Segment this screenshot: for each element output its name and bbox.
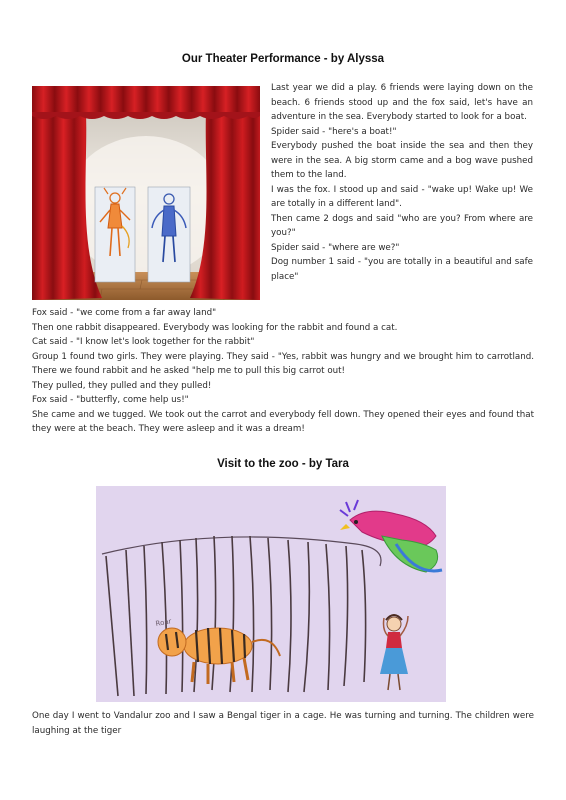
theater-story-side (271, 81, 533, 284)
story-paragraph: Last year we did a play. 6 friends were laying down on the beach. 6 friends stood up and the fox said, let's have an adventure in the sea. Everybody started to look for a boat. (271, 83, 533, 122)
zoo-drawing (96, 486, 446, 702)
story-paragraph: Then came 2 dogs and said "who are you? From where are you?" (271, 213, 533, 238)
theater-title: Our Theater Performance - by Alyssa (181, 53, 385, 65)
story-paragraph: She came and we tugged. We took out the carrot and everybody fell down. They opened their eyes and found that they were at the beach. They were asleep and it was a dream! (32, 409, 534, 434)
story-paragraph: Group 1 found two girls. They were playing. They said - "Yes, rabbit was hungry and we brought him to carrotland. There we found rabbit and he asked "help me to pull this big carrot out! (32, 351, 534, 376)
zoo-story (32, 709, 534, 738)
story-paragraph: Cat said - "I know let's look together for the rabbit" (32, 337, 255, 347)
zoo-title: Visit to the zoo - by Tara (217, 458, 349, 470)
story-paragraph: Fox said - "butterfly, come help us!" (32, 395, 189, 405)
story-paragraph: Dog number 1 said - "you are totally in a beautiful and safe place" (271, 257, 533, 282)
story-paragraph: One day I went to Vandalur zoo and I saw a Bengal tiger in a cage. He was turning and turning. The children were laughing at the tiger (32, 711, 534, 736)
figure-drawing (148, 187, 190, 282)
theater-story-full (32, 306, 534, 437)
story-paragraph: Fox said - "we come from a far away land" (32, 308, 217, 318)
story-paragraph: I was the fox. I stood up and said - "wake up! Wake up! We are totally in a different land". (271, 184, 533, 209)
story-paragraph: They pulled, they pulled and they pulled! (32, 380, 212, 391)
roar-label: Roar (154, 617, 173, 628)
theater-stage-photo (32, 86, 260, 300)
story-paragraph: Spider said - "here's a boat!" (271, 126, 397, 137)
story-paragraph: Everybody pushed the boat inside the sea and then they were in the sea. A big storm came and a bog wave pushed them to the land. (271, 141, 533, 180)
fox-drawing (95, 187, 135, 282)
story-paragraph: Then one rabbit disappeared. Everybody was looking for the rabbit and found a cat. (32, 322, 398, 333)
story-paragraph: Spider said - "where are we?" (271, 242, 400, 253)
